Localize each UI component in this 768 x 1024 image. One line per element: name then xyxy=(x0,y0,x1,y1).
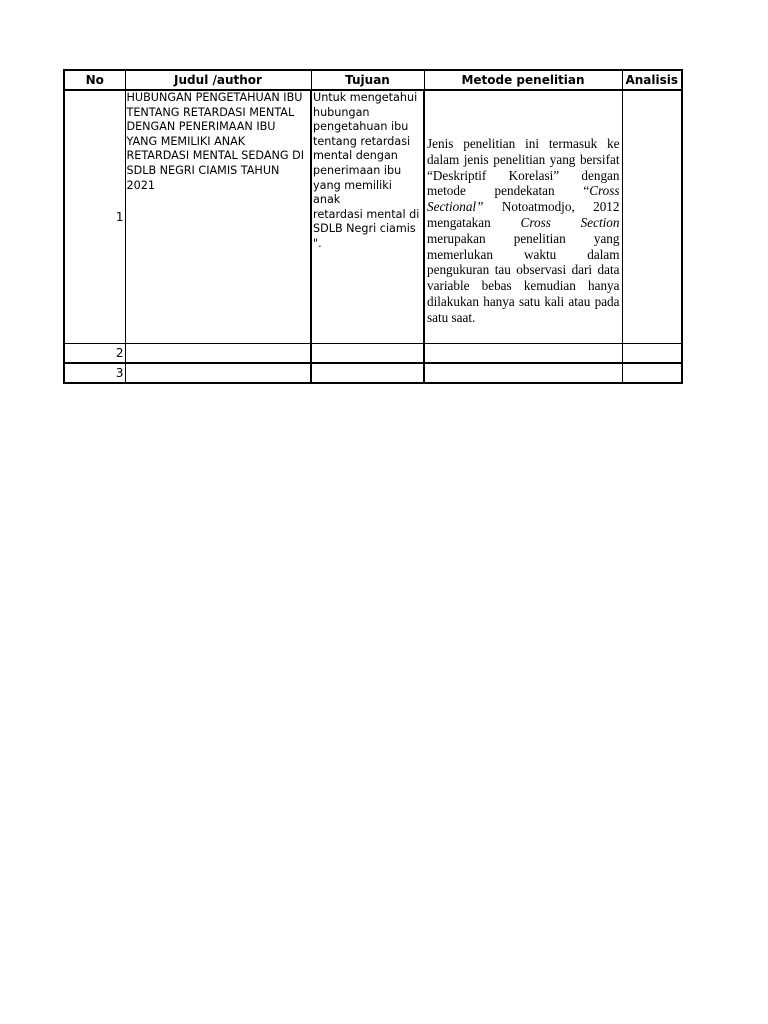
cell-metode[interactable] xyxy=(424,90,622,343)
header-analisis: Analisis xyxy=(622,70,682,90)
metode-text xyxy=(427,136,620,326)
cell-no[interactable]: 2 xyxy=(64,343,125,363)
cell-judul[interactable]: HUBUNGAN PENGETAHUAN IBU TENTANG RETARDASI MENTAL DENGAN PENERIMAAN IBU YANG MEMILIKI ANAK RETARDASI MENTAL SEDANG DI SDLB NEGRI CIAMIS TAHUN 2021 xyxy=(125,90,311,343)
table-row xyxy=(64,363,682,383)
cell-metode[interactable] xyxy=(424,343,622,363)
metode-text-italic: Cross Section xyxy=(520,214,620,230)
cell-analisis[interactable] xyxy=(622,90,682,343)
header-no: No xyxy=(64,70,125,90)
cell-analisis[interactable] xyxy=(622,363,682,383)
cell-tujuan[interactable] xyxy=(311,363,424,383)
table-row xyxy=(64,343,682,363)
cell-analisis[interactable] xyxy=(622,343,682,363)
metode-text-part: Jenis penelitian ini termasuk ke dalam jenis penelitian yang bersifat “Deskriptif Korelasi” dengan metode pendekatan “ xyxy=(427,135,620,199)
cell-tujuan[interactable]: Untuk mengetahui hubungan pengetahuan ibu tentang retardasi mental dengan penerimaan ibu yang memiliki anak retardasi mental di SDLB Negri ciamis ". xyxy=(311,90,424,343)
header-metode: Metode penelitian xyxy=(424,70,622,90)
research-table xyxy=(63,69,683,384)
metode-text-part: merupakan penelitian yang memerlukan waktu dalam pengukuran tau observasi dari data variable bebas kemudian hanya dilakukan hanya satu kali atau pada satu saat. xyxy=(427,230,620,325)
cell-judul[interactable] xyxy=(125,363,311,383)
cell-no[interactable]: 1 xyxy=(64,90,125,343)
header-judul: Judul /author xyxy=(125,70,311,90)
header-tujuan: Tujuan xyxy=(311,70,424,90)
cell-no[interactable]: 3 xyxy=(64,363,125,383)
cell-judul[interactable] xyxy=(125,343,311,363)
header-row xyxy=(64,70,682,90)
cell-metode[interactable] xyxy=(424,363,622,383)
metode-text-part: Notoatmodjo, 2012 mengatakan xyxy=(427,199,620,230)
metode-text-italic: Cross Sectional” xyxy=(427,183,620,215)
table-row xyxy=(64,90,682,343)
cell-tujuan[interactable] xyxy=(311,343,424,363)
